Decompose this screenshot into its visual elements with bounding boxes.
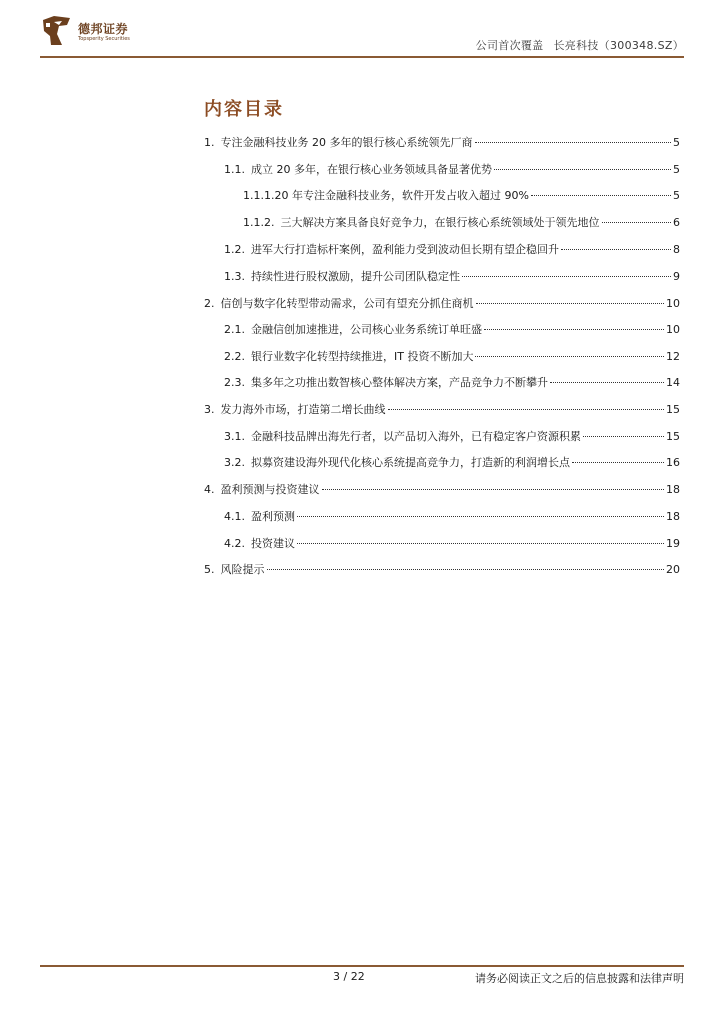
toc-item-number: 3.2. [224, 456, 245, 469]
toc-item-4-1[interactable] [224, 510, 680, 524]
toc-item-page: 8 [673, 243, 680, 256]
toc-item-number: 1.1.2. [243, 216, 275, 229]
toc-item-text: 风险提示 [220, 563, 265, 576]
report-type: 公司首次覆盖 [475, 39, 544, 52]
toc-item-1-1-1[interactable] [243, 189, 680, 203]
toc-item-text: 盈利预测 [251, 510, 295, 523]
toc-leader-dots [388, 409, 665, 410]
logo-text-en: Topsperity Securities [78, 36, 130, 42]
toc-leader-dots [297, 543, 664, 544]
toc-item-number: 1.2. [224, 243, 245, 256]
toc-leader-dots [561, 249, 671, 250]
toc-item-2-2[interactable] [224, 350, 680, 364]
toc-item-text: 拟募资建设海外现代化核心系统提高竞争力，打造新的利润增长点 [251, 456, 570, 469]
toc-item-text: 专注金融科技业务 20 多年的银行核心系统领先厂商 [220, 136, 473, 149]
toc-item-text: 20 年专注金融科技业务，软件开发占收入超过 90% [274, 189, 529, 202]
toc-leader-dots [531, 195, 671, 196]
toc-item-page: 10 [666, 297, 680, 310]
toc-leader-dots [494, 169, 671, 170]
toc-item-page: 20 [666, 563, 680, 576]
toc-item-5[interactable] [204, 563, 680, 577]
toc-item-text: 持续性进行股权激励，提升公司团队稳定性 [251, 270, 460, 283]
toc-leader-dots [475, 142, 672, 143]
toc-item-page: 16 [666, 456, 680, 469]
company-name: 长亮科技（300348.SZ） [553, 39, 684, 52]
toc-item-page: 6 [673, 216, 680, 229]
toc-leader-dots [476, 303, 665, 304]
toc-item-text: 金融信创加速推进，公司核心业务系统订单旺盛 [251, 323, 482, 336]
toc-item-page: 18 [666, 483, 680, 496]
toc-item-page: 19 [666, 537, 680, 550]
toc-item-number: 5. [204, 563, 215, 576]
toc-leader-dots [602, 222, 672, 223]
toc-item-page: 10 [666, 323, 680, 336]
toc-item-1-1[interactable] [224, 163, 680, 177]
toc-item-page: 12 [666, 350, 680, 363]
toc-item-text: 三大解决方案具备良好竞争力，在银行核心系统领域处于领先地位 [280, 216, 600, 229]
toc-item-text: 信创与数字化转型带动需求，公司有望充分抓住商机 [220, 297, 474, 310]
toc-item-text: 发力海外市场，打造第二增长曲线 [220, 403, 386, 416]
toc-item-number: 3. [204, 403, 215, 416]
toc-item-2[interactable] [204, 297, 680, 311]
toc-leader-dots [583, 436, 664, 437]
toc-item-1-3[interactable] [224, 270, 680, 284]
toc-item-number: 1.1. [224, 163, 245, 176]
toc-item-text: 进军大行打造标杆案例，盈利能力受到波动但长期有望企稳回升 [251, 243, 559, 256]
toc-item-3-1[interactable] [224, 430, 680, 444]
toc-item-page: 9 [673, 270, 680, 283]
toc-item-number: 1.1.1. [243, 189, 275, 202]
toc-item-number: 3.1. [224, 430, 245, 443]
toc-item-page: 5 [673, 136, 680, 149]
toc-item-number: 4. [204, 483, 215, 496]
toc-item-1-1-2[interactable] [243, 216, 680, 230]
toc-leader-dots [572, 462, 664, 463]
toc-item-2-3[interactable] [224, 376, 680, 390]
toc-item-number: 2.2. [224, 350, 245, 363]
toc-leader-dots [297, 516, 664, 517]
toc-item-text: 银行业数字化转型持续推进，IT 投资不断加大 [251, 350, 474, 363]
toc-leader-dots [484, 329, 664, 330]
footer-divider [40, 965, 684, 967]
toc-item-number: 4.2. [224, 537, 245, 550]
toc-item-page: 5 [673, 189, 680, 202]
logo-text-cn: 德邦证券 [78, 22, 129, 36]
toc-item-text: 投资建议 [251, 537, 295, 550]
toc-item-3[interactable] [204, 403, 680, 417]
toc-item-text: 成立 20 多年，在银行核心业务领域具备显著优势 [251, 163, 492, 176]
toc-title: 内容目录 [204, 99, 284, 120]
toc-item-text: 集多年之功推出数智核心整体解决方案，产品竞争力不断攀升 [251, 376, 548, 389]
toc-leader-dots [322, 489, 665, 490]
toc-item-page: 5 [673, 163, 680, 176]
toc-item-4[interactable] [204, 483, 680, 497]
page-number: 3 / 22 [333, 970, 365, 983]
toc-item-text: 金融科技品牌出海先行者，以产品切入海外，已有稳定客户资源积累 [251, 430, 581, 443]
toc-item-number: 2.3. [224, 376, 245, 389]
toc-item-4-2[interactable] [224, 537, 680, 551]
toc-item-number: 4.1. [224, 510, 245, 523]
toc-item-number: 1. [204, 136, 215, 149]
toc-leader-dots [462, 276, 671, 277]
toc-item-page: 15 [666, 403, 680, 416]
toc-item-1[interactable] [204, 136, 680, 150]
toc-item-number: 2.1. [224, 323, 245, 336]
toc-item-page: 14 [666, 376, 680, 389]
toc-leader-dots [475, 356, 664, 357]
toc-item-2-1[interactable] [224, 323, 680, 337]
toc-item-number: 1.3. [224, 270, 245, 283]
toc-item-page: 15 [666, 430, 680, 443]
footer-disclaimer: 请务必阅读正文之后的信息披露和法律声明 [475, 972, 684, 985]
toc-item-1-2[interactable] [224, 243, 680, 257]
toc-item-text: 盈利预测与投资建议 [220, 483, 320, 496]
toc-item-3-2[interactable] [224, 456, 680, 470]
toc-item-page: 18 [666, 510, 680, 523]
toc-item-number: 2. [204, 297, 215, 310]
toc-leader-dots [550, 382, 664, 383]
toc-leader-dots [267, 569, 665, 570]
